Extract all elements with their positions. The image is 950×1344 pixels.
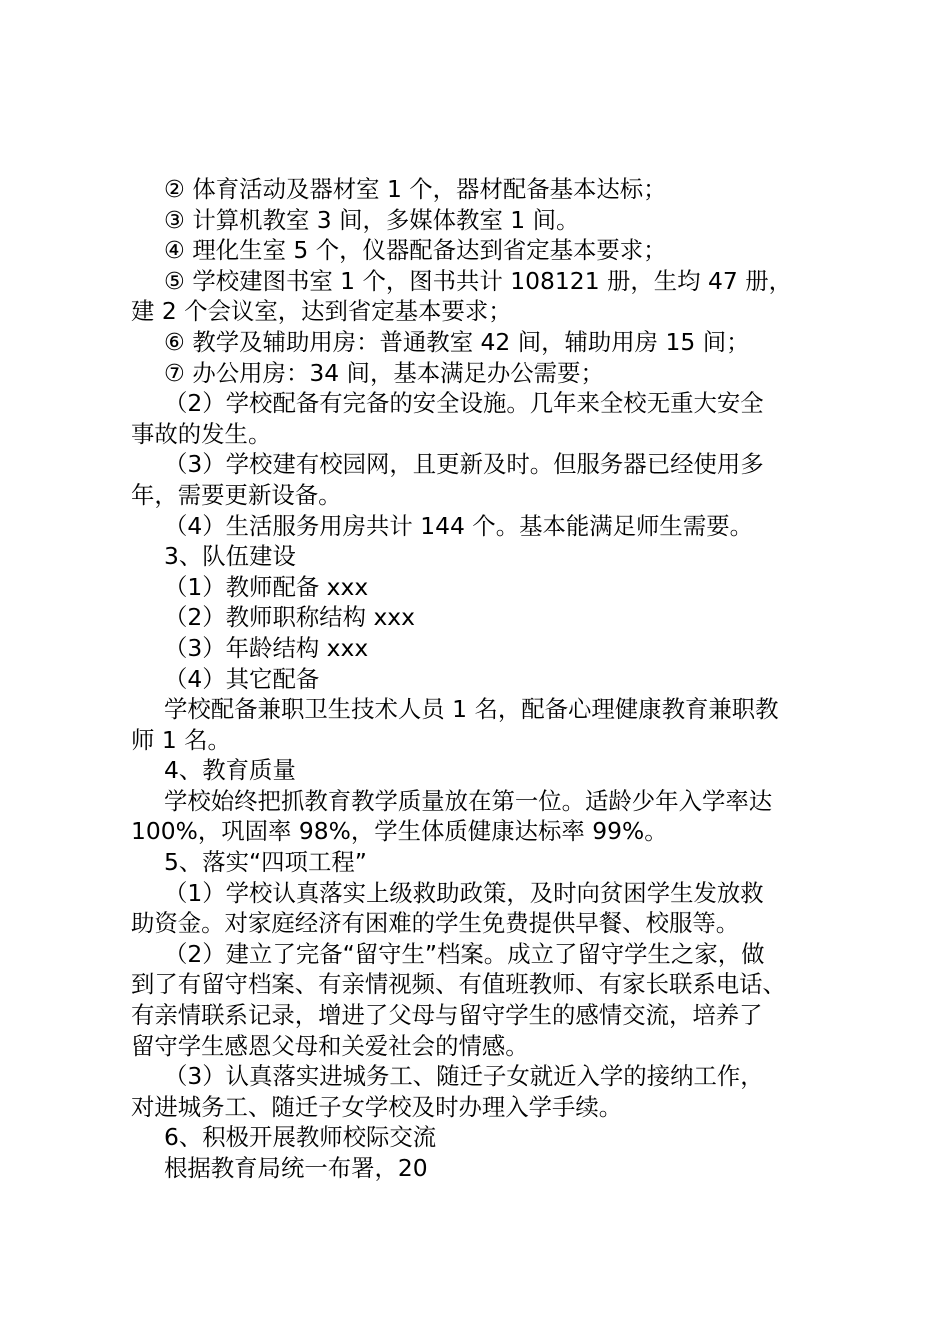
paragraph-health-staff: 学校配备兼职卫生技术人员 1 名，配备心理健康教育兼职教 师 1 名。	[131, 695, 779, 754]
section-heading-four-projects: 5、落实“四项工程”	[164, 848, 367, 877]
paragraph-facility-classrooms: ⑥ 教学及辅助用房：普通教室 42 间，辅助用房 15 间；	[164, 327, 750, 356]
paragraph-age-structure: （3）年龄结构 xxx	[164, 633, 369, 662]
paragraph-teacher-staffing: （1）教师配备 xxx	[164, 572, 369, 601]
paragraph-migrant-children: （3）认真落实进城务工、随迁子女就近入学的接纳工作， 对进城务工、随迁子女学校及时办理入学手续。	[131, 1062, 764, 1121]
section-heading-quality: 4、教育质量	[164, 756, 296, 785]
paragraph-other-staffing: （4）其它配备	[164, 664, 320, 693]
paragraph-aid-policy: （1）学校认真落实上级救助政策，及时向贫困学生发放救 助资金。对家庭经济有困难的学生免费提供早餐、校服等。	[131, 878, 764, 938]
paragraph-safety: （2）学校配备有完备的安全设施。几年来全校无重大安全 事故的发生。	[131, 389, 764, 448]
paragraph-teacher-titles: （2）教师职称结构 xxx	[164, 603, 415, 632]
document-body	[131, 174, 831, 1184]
paragraph-facility-lab: ④ 理化生室 5 个，仪器配备达到省定基本要求；	[164, 236, 667, 265]
paragraph-left-behind-students: （2）建立了完备“留守生”档案。成立了留守学生之家，做 到了有留守档案、有亲情视频、有值班教师、有家长联系电话、 有亲情联系记录，增进了父母与留守学生的感情交流，培养了 留守学生感恩父母和关爱社会的情感。	[131, 939, 786, 1060]
paragraph-facility-office: ⑦ 办公用房：34 间，基本满足办公需要；	[164, 358, 604, 387]
paragraph-teacher-exchange: 根据教育局统一布署，20	[164, 1154, 428, 1182]
paragraph-living-rooms: （4）生活服务用房共计 144 个。基本能满足师生需要。	[164, 511, 753, 540]
paragraph-facility-computer: ③ 计算机教室 3 间，多媒体教室 1 间。	[164, 205, 580, 234]
paragraph-quality: 学校始终把抓教育教学质量放在第一位。适龄少年入学率达 100%，巩固率 98%，学生体质健康达标率 99%。	[131, 786, 773, 846]
paragraph-facility-sports: ② 体育活动及器材室 1 个，器材配备基本达标；	[164, 175, 667, 203]
section-heading-teacher-exchange: 6、积极开展教师校际交流	[164, 1123, 437, 1152]
section-heading-staff: 3、队伍建设	[164, 542, 296, 571]
paragraph-campus-network: （3）学校建有校园网，且更新及时。但服务器已经使用多 年，需要更新设备。	[131, 450, 764, 509]
paragraph-facility-library: ⑤ 学校建图书室 1 个，图书共计 108121 册，生均 47 册， 建 2 个会议室，达到省定基本要求；	[131, 266, 792, 326]
